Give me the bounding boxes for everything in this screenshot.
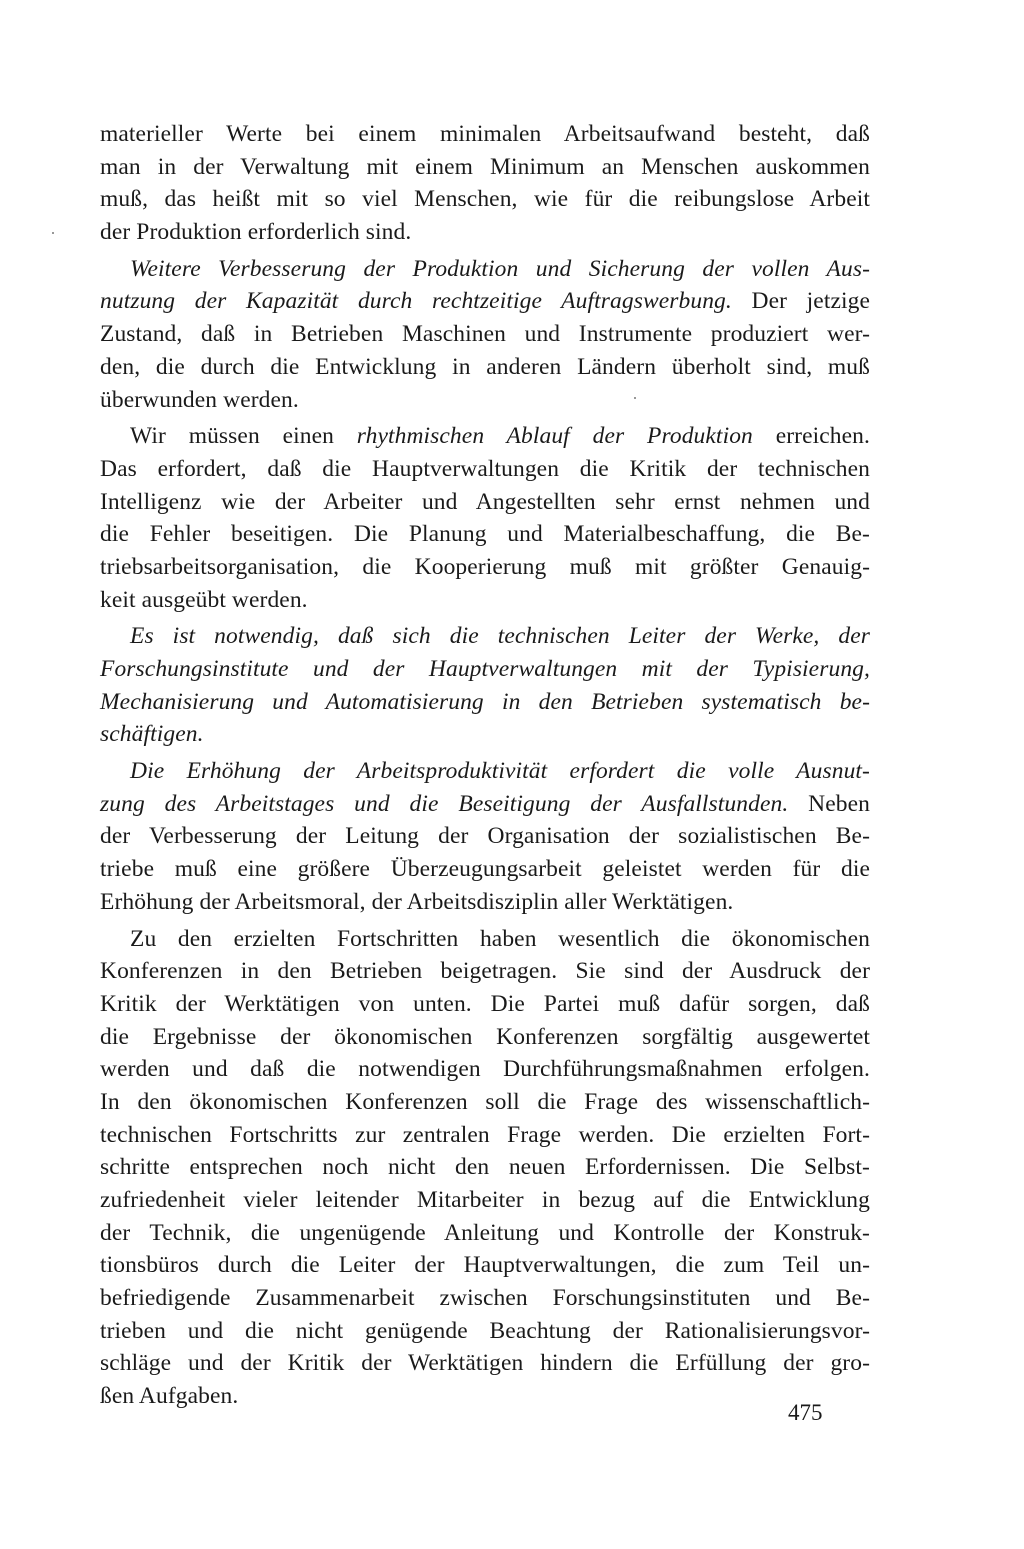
text-segment: In den ökonomischen Konferenzen soll die Frage des wissenschaftlich- <box>100 1088 870 1115</box>
text-segment: tionsbüros durch die Leiter der Hauptverwaltungen, die zum Teil un- <box>100 1252 870 1279</box>
text-segment: Kritik der Werktätigen von unten. Die Partei muß dafür sorgen, daß <box>100 990 870 1017</box>
text-line <box>100 653 870 686</box>
text-line <box>100 118 870 151</box>
text-segment: der Technik, die ungenügende Anleitung und Kontrolle der Konstruk- <box>100 1219 870 1246</box>
text-line <box>100 886 870 919</box>
text-line <box>100 923 870 956</box>
text-segment: triebe muß eine größere Überzeugungsarbeit geleistet werden für die <box>100 856 870 883</box>
text-segment: Konferenzen in den Betrieben beigetragen. Sie sind der Ausdruck der <box>100 958 870 985</box>
emphasized-text: Es ist notwendig, daß sich die technischen Leiter der Werke, der <box>130 623 870 650</box>
text-line <box>100 788 870 821</box>
text-segment: Intelligenz wie der Arbeiter und Angestellten sehr ernst nehmen und <box>100 488 870 515</box>
paragraph <box>100 118 870 249</box>
text-line <box>100 183 870 216</box>
emphasized-text: Die Erhöhung der Arbeitsproduktivität erfordert die volle Ausnut- <box>130 758 870 785</box>
emphasized-text: schäftigen. <box>100 721 204 748</box>
text-segment: befriedigende Zusammenarbeit zwischen Forschungsinstituten und Be- <box>100 1285 870 1312</box>
text-segment: werden und daß die notwendigen Durchführungsmaßnahmen erfolgen. <box>100 1056 870 1083</box>
paragraph <box>100 755 870 918</box>
text-line <box>100 1086 870 1119</box>
paragraph <box>100 420 870 616</box>
emphasized-text: Weitere Verbesserung der Produktion und Sicherung der vollen Aus- <box>130 255 870 282</box>
emphasized-text: zung des Arbeitstages und die Beseitigung der Ausfallstunden. <box>100 790 789 817</box>
text-line <box>100 151 870 184</box>
emphasized-text: Forschungsinstitute und der Hauptverwaltungen mit der Typisierung, <box>100 656 870 682</box>
text-segment: Das erfordert, daß die Hauptverwaltungen die Kritik der technischen <box>100 455 870 482</box>
text-segment: überwunden werden. <box>100 386 299 413</box>
text-line <box>100 1021 870 1054</box>
text-line <box>100 420 870 453</box>
text-segment: trieben und die nicht genügende Beachtung der Rationalisierungsvor- <box>100 1317 870 1344</box>
text-line <box>100 1380 870 1413</box>
text-line <box>100 853 870 886</box>
text-line <box>100 551 870 584</box>
text-segment: man in der Verwaltung mit einem Minimum an Menschen auskommen <box>100 153 870 180</box>
text-line <box>100 1282 870 1315</box>
text-segment: schläge und der Kritik der Werktätigen hindern die Erfüllung der gro- <box>100 1350 870 1377</box>
text-line <box>100 718 870 751</box>
emphasized-text: Mechanisierung und Automatisierung in den Betrieben systematisch be- <box>100 688 870 715</box>
text-line <box>100 1249 870 1282</box>
body-text <box>100 118 870 1413</box>
text-segment: zufriedenheit vieler leitender Mitarbeiter in bezug auf die Entwicklung <box>100 1187 870 1213</box>
text-line <box>100 1184 870 1217</box>
text-segment: erreichen. <box>752 423 870 450</box>
text-line <box>100 253 870 286</box>
text-line <box>100 686 870 719</box>
text-line <box>100 351 870 384</box>
text-line <box>100 318 870 351</box>
text-line <box>100 584 870 617</box>
text-line <box>100 285 870 318</box>
text-line <box>100 955 870 988</box>
print-speck <box>634 397 636 399</box>
text-segment: der Verbesserung der Leitung der Organisation der sozialistischen Be- <box>100 823 870 850</box>
text-line <box>100 620 870 653</box>
text-line <box>100 1347 870 1380</box>
text-segment: die Fehler beseitigen. Die Planung und Materialbeschaffung, die Be- <box>100 521 870 548</box>
text-segment: Wir müssen einen <box>130 423 357 450</box>
text-line <box>100 486 870 519</box>
text-line <box>100 1217 870 1250</box>
print-speck <box>52 232 54 234</box>
text-segment: der Produktion erforderlich sind. <box>100 219 412 246</box>
text-segment: muß, das heißt mit so viel Menschen, wie für die reibungslose Arbeit <box>100 186 870 213</box>
text-line <box>100 1315 870 1348</box>
text-segment: den, die durch die Entwicklung in anderen Ländern überholt sind, muß <box>100 353 870 380</box>
text-line <box>100 384 870 417</box>
text-segment: Erhöhung der Arbeitsmoral, der Arbeitsdisziplin aller Werktätigen. <box>100 888 734 915</box>
text-segment: triebsarbeitsorganisation, die Kooperierung muß mit größter Genauig- <box>100 553 870 580</box>
emphasized-text: nutzung der Kapazität durch rechtzeitige Auftragswerbung. <box>100 288 732 315</box>
paragraph <box>100 923 870 1413</box>
text-segment: ßen Aufgaben. <box>100 1383 239 1410</box>
text-segment: Neben <box>788 790 871 817</box>
emphasized-text: rhythmischen Ablauf der Produktion <box>356 423 753 450</box>
text-segment: technischen Fortschritts zur zentralen Frage werden. Die erzielten Fort- <box>100 1121 870 1148</box>
text-segment: Zustand, daß in Betrieben Maschinen und Instrumente produziert wer- <box>100 321 870 348</box>
text-segment: schritte entsprechen noch nicht den neuen Erfordernissen. Die Selbst- <box>100 1154 870 1181</box>
text-segment: Der jetzige <box>731 288 870 315</box>
text-segment: keit ausgeübt werden. <box>100 586 308 613</box>
paragraph <box>100 253 870 416</box>
text-line <box>100 453 870 486</box>
text-segment: Zu den erzielten Fortschritten haben wesentlich die ökonomischen <box>130 925 870 952</box>
text-line <box>100 755 870 788</box>
text-line <box>100 988 870 1021</box>
text-segment: materieller Werte bei einem minimalen Arbeitsaufwand besteht, daß <box>100 121 870 147</box>
paragraph <box>100 620 870 751</box>
page-number: 475 <box>788 1400 823 1425</box>
text-line <box>100 518 870 551</box>
text-segment: die Ergebnisse der ökonomischen Konferenzen sorgfältig ausgewertet <box>100 1023 870 1050</box>
text-line <box>100 820 870 853</box>
text-line <box>100 1151 870 1184</box>
text-line <box>100 1119 870 1152</box>
text-line <box>100 1053 870 1086</box>
text-line <box>100 216 870 249</box>
